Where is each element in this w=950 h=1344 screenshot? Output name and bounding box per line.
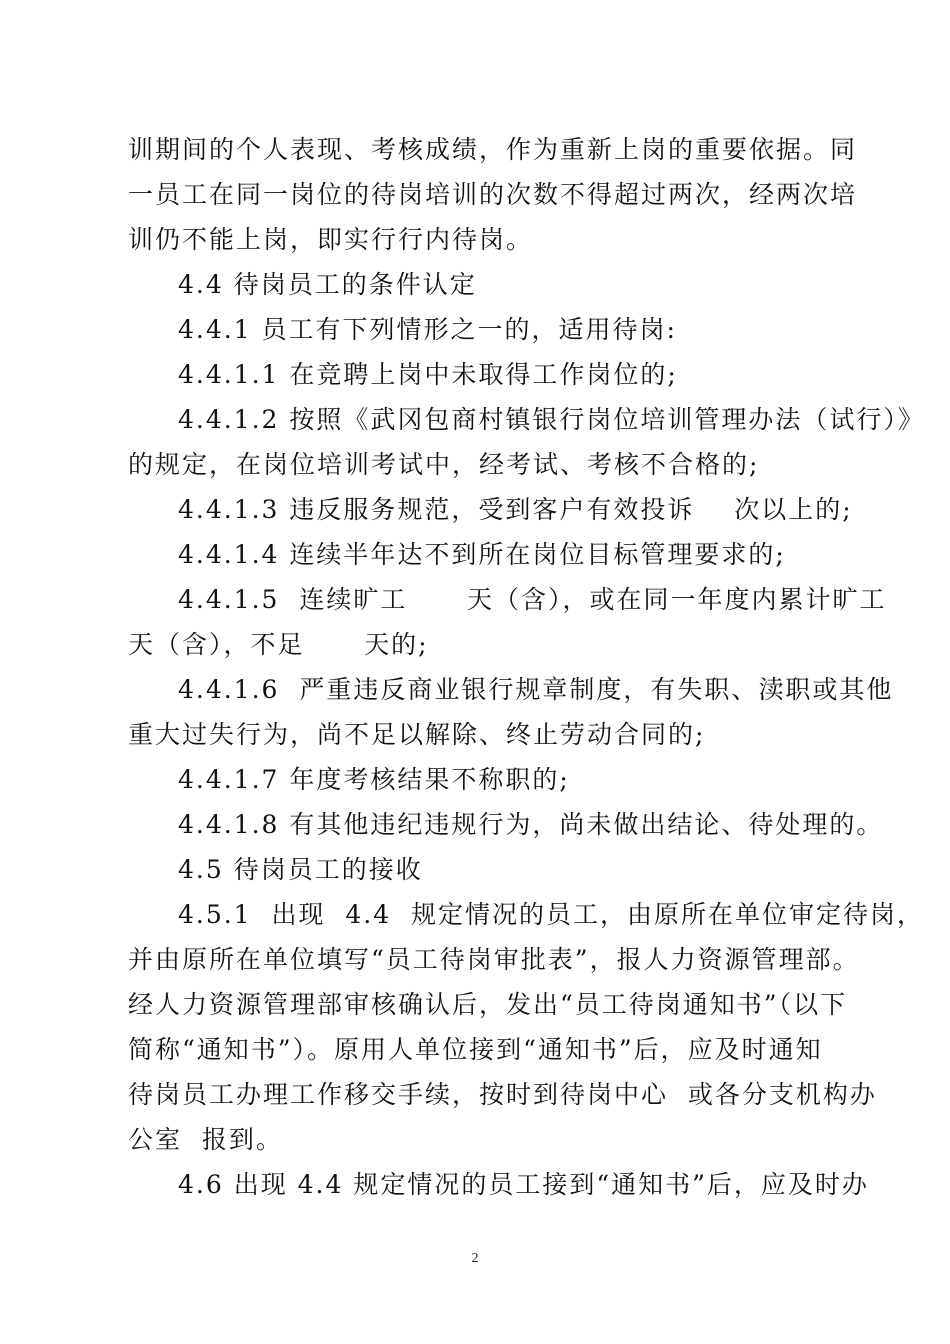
text-line: 4.4.1.1 在竞聘上岗中未取得工作岗位的;	[178, 360, 678, 389]
text-line: 4.4.1 员工有下列情形之一的，适用待岗:	[178, 315, 677, 344]
text-line: 公室 报到。	[128, 1125, 283, 1154]
text-line: 简称“通知书”）。原用人单位接到“通知书”后，应及时通知	[128, 1035, 823, 1064]
text-line: 4.4.1.2 按照《武冈包商村镇银行岗位培训管理办法（试行）》	[178, 405, 925, 434]
text-line: 训仍不能上岗，即实行行内待岗。	[128, 225, 534, 254]
text-line: 4.4.1.3 违反服务规范，受到客户有效投诉 次以上的;	[178, 495, 853, 524]
text-line: 待岗员工办理工作移交手续，按时到待岗中心 或各分支机构办	[128, 1080, 877, 1109]
text-line: 4.6 出现 4.4 规定情况的员工接到“通知书”后，应及时办	[178, 1170, 869, 1199]
section-heading: 4.5 待岗员工的接收	[178, 855, 423, 884]
text-line: 天（含），不足 天的;	[128, 630, 429, 659]
text-line: 训期间的个人表现、考核成绩，作为重新上岗的重要依据。同	[128, 135, 858, 164]
text-line: 4.4.1.4 连续半年达不到所在岗位目标管理要求的;	[178, 540, 786, 569]
text-line: 4.4.1.7 年度考核结果不称职的;	[178, 765, 570, 794]
text-line: 重大过失行为，尚不足以解除、终止劳动合同的;	[128, 720, 706, 749]
text-line: 4.4.1.6 严重违反商业银行规章制度，有失职、渎职或其他	[178, 675, 894, 704]
text-line: 一员工在同一岗位的待岗培训的次数不得超过两次，经两次培	[128, 180, 858, 209]
text-line: 经人力资源管理部审核确认后，发出“员工待岗通知书”（以下	[128, 990, 848, 1019]
page-number: 2	[471, 1251, 479, 1266]
text-line: 的规定，在岗位培训考试中，经考试、考核不合格的;	[128, 450, 760, 479]
text-line: 4.5.1 出现 4.4 规定情况的员工，由原所在单位审定待岗，	[178, 900, 925, 929]
text-line: 并由原所在单位填写“员工待岗审批表”，报人力资源管理部。	[128, 945, 860, 974]
text-line: 4.4.1.8 有其他违纪违规行为，尚未做出结论、待处理的。	[178, 810, 884, 839]
section-heading: 4.4 待岗员工的条件认定	[178, 270, 477, 299]
text-line: 4.4.1.5 连续旷工 天（含），或在同一年度内累计旷工	[178, 585, 887, 614]
